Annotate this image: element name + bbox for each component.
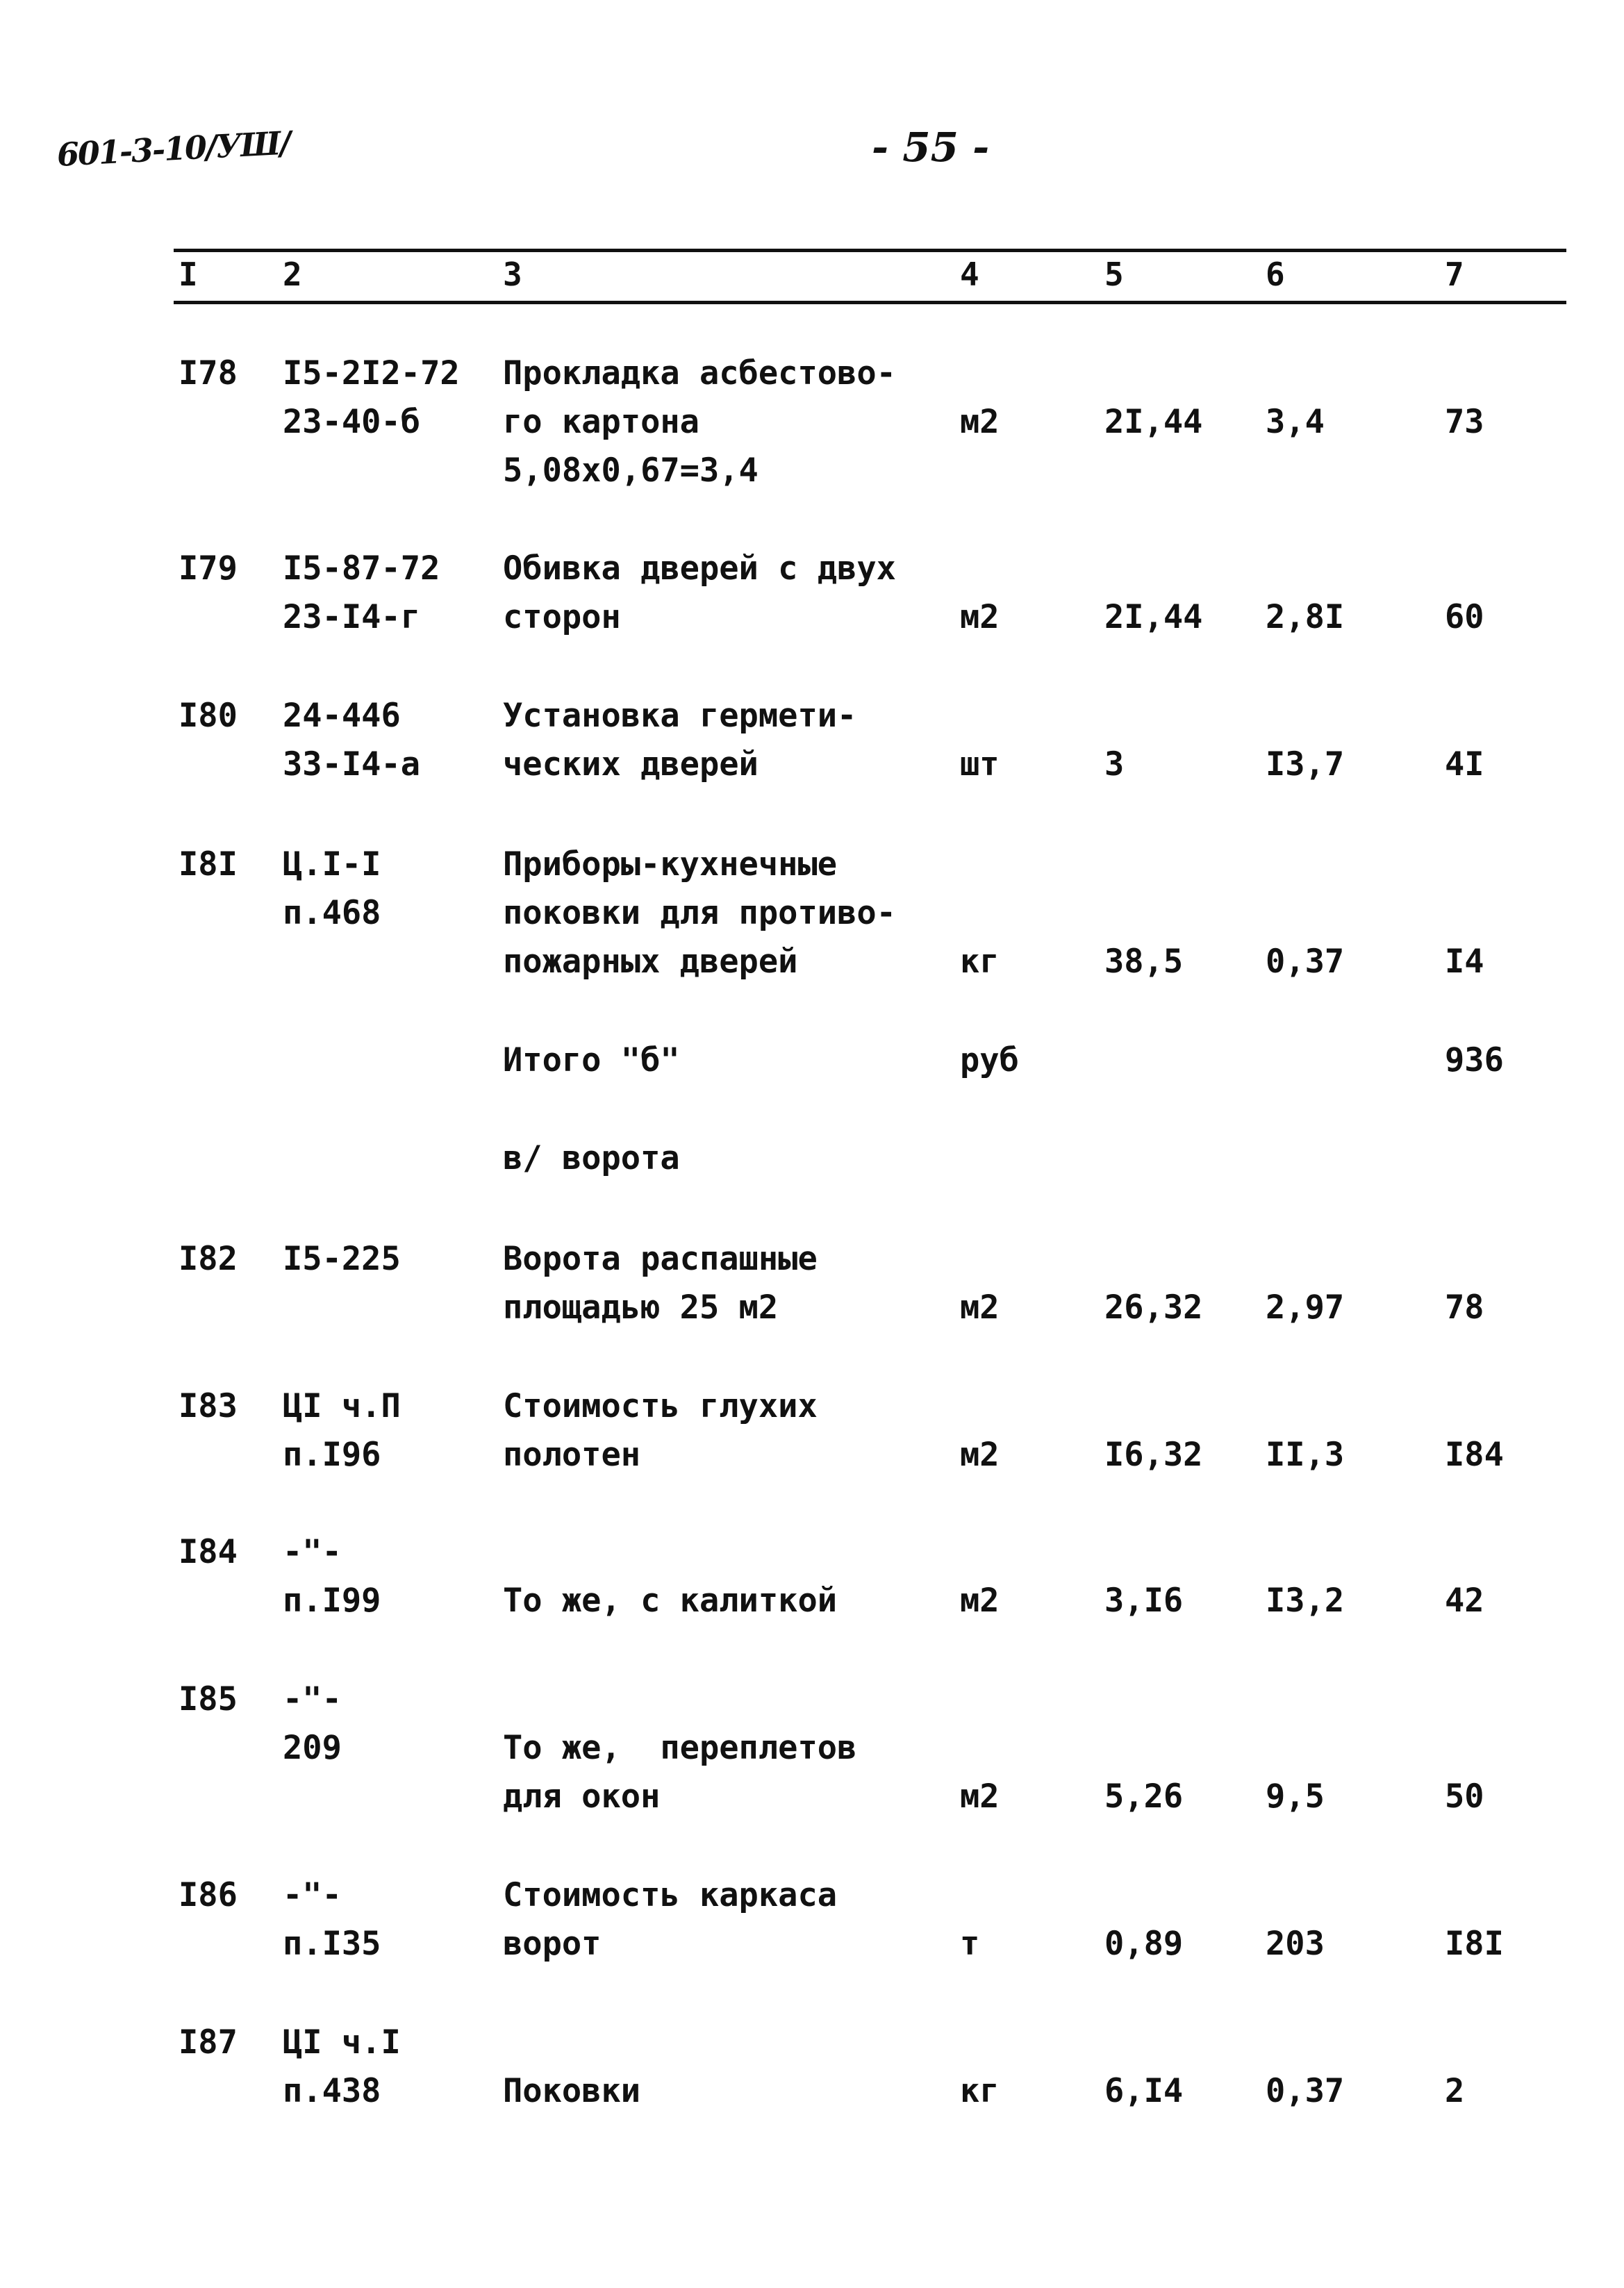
unit: м2 <box>960 1288 1000 1327</box>
total-cost: 60 <box>1445 598 1484 636</box>
work-description: То же, переплетов для окон <box>503 1729 857 1816</box>
unit-price: 9,5 <box>1266 1777 1325 1816</box>
work-description: Обивка дверей с двух сторон <box>503 549 896 636</box>
column-header-4: 4 <box>960 256 979 293</box>
row-number: I86 <box>179 1876 238 1914</box>
unit-price: II,3 <box>1266 1436 1345 1474</box>
norm-code: -"- п.I99 <box>283 1533 381 1620</box>
row-number: I87 <box>179 2023 238 2062</box>
subtotal-label: Итого "б" <box>503 1041 680 1079</box>
total-cost: 4I <box>1445 745 1484 784</box>
row-number: I8I <box>179 845 238 884</box>
unit: руб <box>960 1041 1019 1079</box>
page-number: - 55 - <box>872 124 990 171</box>
norm-code: I5-87-72 23-I4-г <box>283 549 440 636</box>
table-header-rule <box>174 301 1566 304</box>
unit-price: 2,8I <box>1266 598 1345 636</box>
work-description: Прокладка асбестово- го картона 5,08х0,67=3,4 <box>503 354 896 490</box>
unit-price: I3,7 <box>1266 745 1345 784</box>
work-description: Ворота распашные площадью 25 м2 <box>503 1240 818 1327</box>
work-description: Поковки <box>503 2072 641 2110</box>
unit: м2 <box>960 598 1000 636</box>
work-description: Установка гермети- ческих дверей <box>503 697 857 784</box>
unit-price: 0,37 <box>1266 943 1345 981</box>
norm-code: 24-446 33-I4-а <box>283 697 421 784</box>
column-header-1: I <box>179 256 198 293</box>
total-cost: 42 <box>1445 1582 1484 1620</box>
unit: кг <box>960 2072 1000 2110</box>
column-header-6: 6 <box>1266 256 1285 293</box>
quantity: 26,32 <box>1104 1288 1203 1327</box>
norm-code: Ц.I-I п.468 <box>283 845 381 932</box>
norm-code: ЦI ч.П п.I96 <box>283 1387 401 1474</box>
quantity: 0,89 <box>1104 1925 1184 1963</box>
unit: м2 <box>960 403 1000 441</box>
total-cost: 78 <box>1445 1288 1484 1327</box>
quantity: 3,I6 <box>1104 1582 1184 1620</box>
work-description: Стоимость каркаса ворот <box>503 1876 838 1963</box>
total-cost: I84 <box>1445 1436 1504 1474</box>
quantity: 2I,44 <box>1104 403 1203 441</box>
norm-code: ЦI ч.I п.438 <box>283 2023 401 2110</box>
unit: шт <box>960 745 1000 784</box>
unit: кг <box>960 943 1000 981</box>
column-header-3: 3 <box>503 256 522 293</box>
total-cost: I4 <box>1445 943 1484 981</box>
norm-code: -"- 209 <box>283 1680 342 1767</box>
column-header-7: 7 <box>1445 256 1464 293</box>
total-cost: I8I <box>1445 1925 1504 1963</box>
column-header-2: 2 <box>283 256 302 293</box>
unit-price: 203 <box>1266 1925 1325 1963</box>
work-description: Стоимость глухих полотен <box>503 1387 818 1474</box>
norm-code: -"- п.I35 <box>283 1876 381 1963</box>
row-number: I82 <box>179 1240 238 1278</box>
unit-price: I3,2 <box>1266 1582 1345 1620</box>
total-cost: 2 <box>1445 2072 1465 2110</box>
quantity: 3 <box>1104 745 1125 784</box>
unit-price: 3,4 <box>1266 403 1325 441</box>
work-description: То же, с калиткой <box>503 1582 838 1620</box>
document-code: 601-3-10/УШ/ <box>56 124 291 174</box>
table-top-rule <box>174 249 1566 252</box>
row-number: I83 <box>179 1387 238 1425</box>
row-number: I78 <box>179 354 238 392</box>
norm-code: I5-2I2-72 23-40-б <box>283 354 460 441</box>
row-number: I80 <box>179 697 238 735</box>
subtotal-value: 936 <box>1445 1041 1504 1079</box>
total-cost: 50 <box>1445 1777 1484 1816</box>
unit-price: 2,97 <box>1266 1288 1345 1327</box>
quantity: 5,26 <box>1104 1777 1184 1816</box>
quantity: I6,32 <box>1104 1436 1203 1474</box>
row-number: I85 <box>179 1680 238 1718</box>
unit: м2 <box>960 1777 1000 1816</box>
unit-price: 0,37 <box>1266 2072 1345 2110</box>
total-cost: 73 <box>1445 403 1484 441</box>
unit: т <box>960 1925 980 1963</box>
row-number: I79 <box>179 549 238 588</box>
row-number: I84 <box>179 1533 238 1571</box>
section-heading: в/ ворота <box>503 1139 680 1177</box>
unit: м2 <box>960 1436 1000 1474</box>
quantity: 2I,44 <box>1104 598 1203 636</box>
column-header-5: 5 <box>1104 256 1124 293</box>
quantity: 38,5 <box>1104 943 1184 981</box>
work-description: Приборы-кухнечные поковки для противо- пожарных дверей <box>503 845 896 981</box>
norm-code: I5-225 <box>283 1240 401 1278</box>
quantity: 6,I4 <box>1104 2072 1184 2110</box>
unit: м2 <box>960 1582 1000 1620</box>
